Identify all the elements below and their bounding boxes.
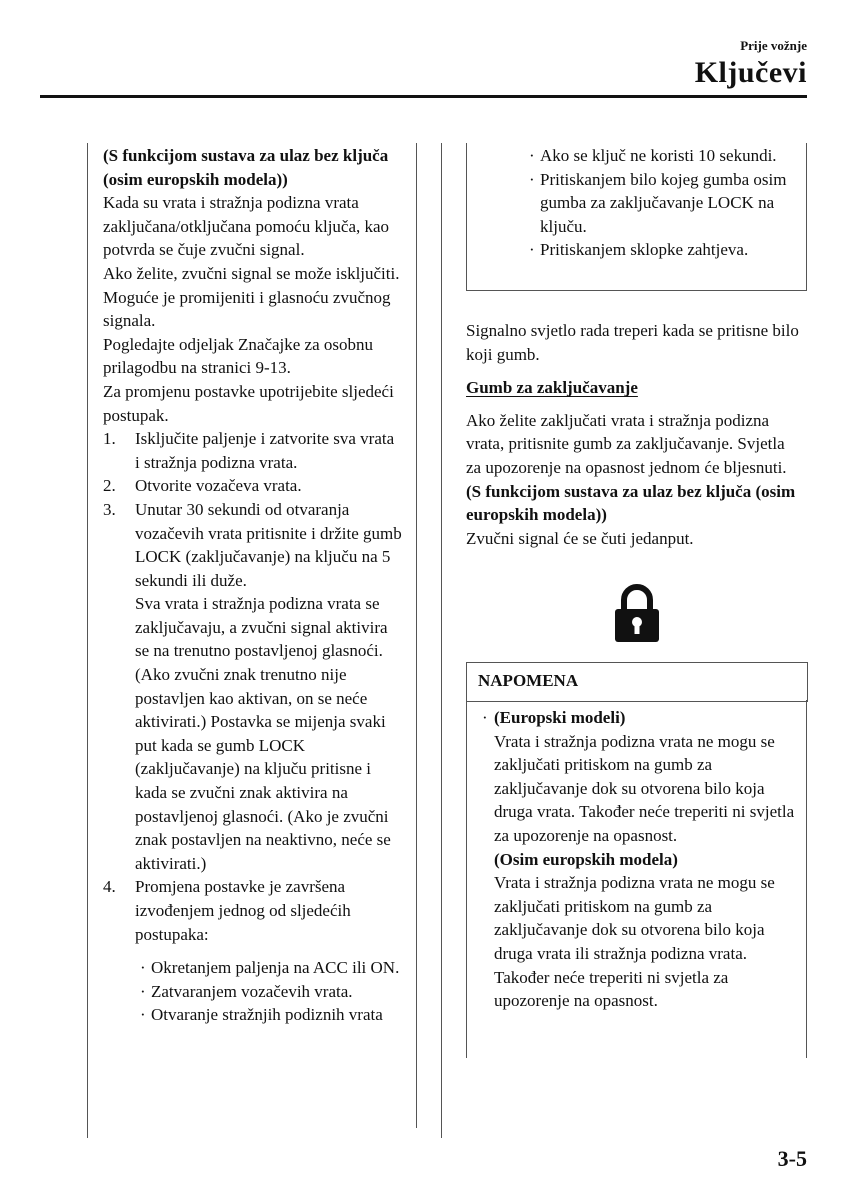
page-number: 3-5 (777, 1146, 807, 1171)
right-top-bullets (529, 144, 797, 262)
bullet-item: · Pritiskanjem sklopke zahtjeva. (529, 240, 749, 260)
note-non-eu-text: Vrata i stražnja podizna vrata ne mogu se zaključati pritiskom na gumb za zaključavanje dok su otvorena bilo koja druga vrata ili stražnja podizna vrata. Također neće treperiti ni svjetla za upozorenje na opasnost. (494, 873, 775, 1011)
left-column (103, 144, 403, 1027)
note-item: · (Europski modeli) Vrata i stražnja podizna vrata ne mogu se zaključati pritiskom na gumb za zaključavanje dok su otvorena bilo koja druga vrata. Također neće treperiti ni svjetla za upozorenje na opasnost. (Osim europskih modela) Vrata i stražnja podizna vrata ne mogu se zaključati pritiskom na gumb za zaključavanje dok su otvorena bilo koja druga vrata ili stražnja podizna vrata. Također neće treperiti ni svjetla za upozorenje na opasnost. (482, 706, 798, 1013)
step-item (103, 427, 403, 474)
paragraph: Za promjenu postavke upotrijebite sljedeći postupak. (103, 381, 394, 425)
center-divider-left (416, 143, 417, 1128)
step4-bullets (140, 956, 403, 1027)
bullet-item: · Zatvaranjem vozačevih vrata. (140, 981, 353, 1001)
lock-button-heading: Gumb za zaključavanje (466, 378, 638, 398)
step-item (103, 498, 403, 876)
paragraph: Pogledajte odjeljak Značajke za osobnu prilagodbu na stranici 9-13. (103, 334, 374, 378)
bullets-box-right (806, 143, 807, 290)
note-right-border (806, 700, 807, 1058)
paragraph: Kada su vrata i stražnja podizna vrata zaključana/otključana pomoću ključa, kao potvrda se čuje zvučni signal. (103, 193, 390, 260)
step-text: Otvorite vozačeva vrata. (135, 476, 302, 496)
signal-paragraph: Signalno svjetlo rada treperi kada se pritisne bilo koji gumb. (466, 321, 799, 364)
note-body (482, 706, 798, 1013)
step-item (103, 875, 403, 1027)
step-number: 1. (103, 429, 116, 449)
steps-list (103, 427, 403, 1027)
keyless-subheading: (S funkcijom sustava za ulaz bez ključa (osim europskih modela)) (466, 481, 796, 525)
bullet-item: · Okretanjem paljenja na ACC ili ON. (140, 958, 400, 978)
bullets-box-left (466, 143, 467, 290)
step-number: 3. (103, 499, 116, 519)
padlock-icon (613, 584, 661, 642)
note-title: NAPOMENA (478, 671, 579, 690)
note-eu-heading: (Europski modeli) (494, 708, 626, 727)
step-text: Isključite paljenje i zatvorite sva vrata i stražnja podizna vrata. (135, 429, 395, 472)
bullet-item: · Ako se ključ ne koristi 10 sekundi. (529, 146, 777, 165)
bullet-item: · Pritiskanjem bilo kojeg gumba osim gumba za zaključavanje LOCK na ključu. (529, 169, 787, 236)
page-title: Ključevi (694, 56, 807, 89)
step-number: 2. (103, 476, 116, 496)
lock-paragraph: Ako želite zaključati vrata i stražnja podizna vrata, pritisnite gumb za zaključavanje. Svjetla za upozorenje na opasnost jednom će bljesnuti. (466, 410, 787, 477)
section-label: Prije vožnje (740, 38, 807, 53)
step-number: 4. (103, 877, 116, 897)
continued-bullets (529, 144, 797, 262)
bullet-item: · Otvaranje stražnjih podiznih vrata (140, 1005, 383, 1025)
note-eu-text: Vrata i stražnja podizna vrata ne mogu se zaključati pritiskom na gumb za zaključavanje dok su otvorena bilo koja druga vrata. Također neće treperiti ni svjetla za upozorenje na opasnost. (494, 731, 795, 845)
note-left-border (466, 700, 467, 1058)
paragraph: Ako želite, zvučni signal se može isključiti. (103, 263, 400, 283)
left-column-border (87, 143, 88, 1138)
step-item (103, 474, 403, 498)
center-divider-right (441, 143, 442, 1138)
keyless-heading: (S funkcijom sustava za ulaz bez ključa (osim europskih modela)) (103, 146, 389, 189)
step-text: Unutar 30 sekundi od otvaranja vozačevih vrata pritisnite i držite gumb LOCK (zaključavanje) na ključu na 5 sekundi ili duže. (135, 499, 402, 590)
right-column-text (466, 319, 801, 550)
bullets-box-bottom (466, 290, 807, 291)
header-rule (40, 95, 807, 98)
paragraph: Moguće je promijeniti i glasnoću zvučnog signala. (103, 287, 391, 331)
sound-paragraph: Zvučni signal će se čuti jedanput. (466, 528, 694, 548)
step-text: Promjena postavke je završena izvođenjem jednog od sljedećih postupaka: (135, 877, 351, 944)
note-non-eu-heading: (Osim europskih modela) (494, 849, 678, 869)
step-detail: Sva vrata i stražnja podizna vrata se zaključavaju, a zvučni signal aktivira se na trenutno postavljenoj glasnoći. (Ako zvučni znak trenutno nije postavljen kao aktivan, on se neće aktivirati.) Postavka se mijenja svaki put kada se gumb LOCK (zaključavanje) na ključu pritisne i kada se zvučni znak aktivira na postavljenoj glasnoći. (Ako je zvučni znak postavljen na neaktivno, neće se aktivirati.) (135, 594, 391, 873)
